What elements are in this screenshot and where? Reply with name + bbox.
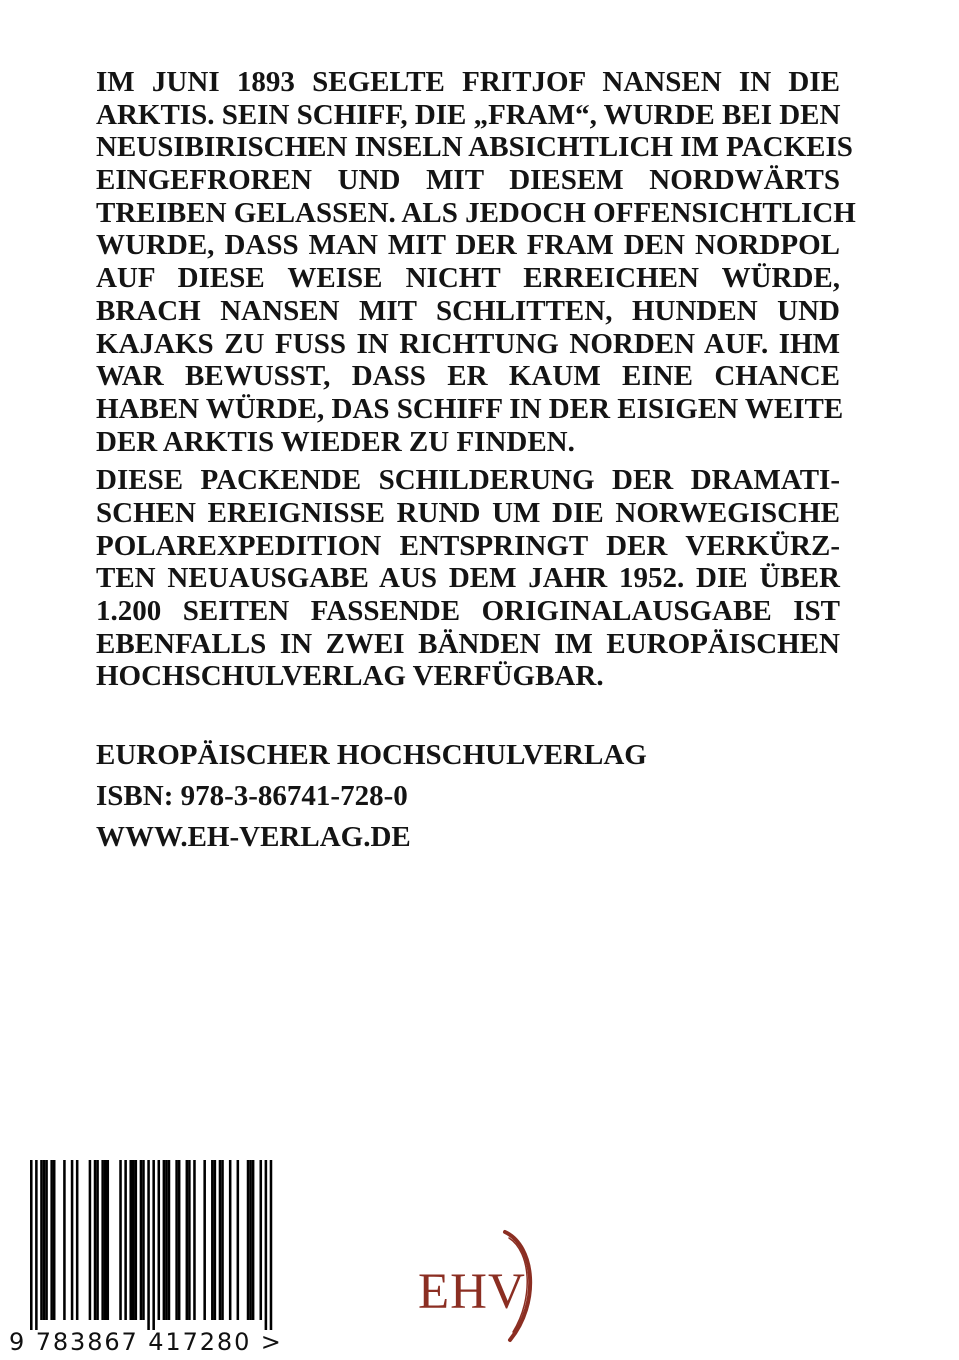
barcode-bar bbox=[270, 1160, 273, 1330]
blurb-line: HABEN WÜRDE, DAS SCHIFF IN DER EISIGEN WEITE bbox=[96, 392, 844, 425]
barcode-bar bbox=[219, 1160, 222, 1320]
logo-wordmark: EHV bbox=[418, 1264, 526, 1320]
barcode-bar bbox=[76, 1160, 79, 1320]
back-cover-blurb bbox=[96, 66, 856, 693]
barcode-bar bbox=[107, 1160, 110, 1320]
barcode-bar bbox=[249, 1160, 252, 1320]
blurb-line: KAJAKS ZU FUSS IN RICHTUNG NORDEN AUF. IHM bbox=[96, 327, 840, 360]
blurb-line: WAR BEWUSST, DASS ER KAUM EINE CHANCE bbox=[96, 360, 840, 393]
barcode-bars bbox=[0, 1160, 290, 1330]
blurb-line: 1.200 SEITEN FASSENDE ORIGINALAUSGABE IST bbox=[96, 595, 840, 627]
barcode-bar bbox=[165, 1160, 168, 1320]
barcode-bar bbox=[186, 1160, 189, 1320]
barcode-bar bbox=[152, 1160, 155, 1330]
barcode-bar bbox=[237, 1160, 240, 1320]
barcode-bar bbox=[124, 1160, 127, 1320]
barcode-bar bbox=[265, 1160, 268, 1330]
blurb-line: HOCHSCHULVERLAG VERFÜGBAR. bbox=[96, 660, 604, 693]
blurb-line: POLAREXPEDITION ENTSPRINGT DER VERKÜRZ- bbox=[96, 529, 840, 562]
barcode-bar bbox=[188, 1160, 191, 1320]
barcode-bar bbox=[203, 1160, 206, 1320]
blurb-line: EBENFALLS IN ZWEI BÄNDEN IM EUROPÄISCHEN bbox=[96, 627, 840, 660]
barcode-bar bbox=[45, 1160, 48, 1320]
barcode-bar bbox=[147, 1160, 150, 1330]
barcode-bar bbox=[40, 1160, 43, 1320]
barcode-bar bbox=[129, 1160, 132, 1320]
barcode-bar bbox=[252, 1160, 255, 1320]
blurb-line: IM JUNI 1893 SEGELTE FRITJOF NANSEN IN DIE bbox=[96, 66, 840, 98]
blurb-paragraph-1 bbox=[96, 66, 856, 458]
barcode-bar bbox=[63, 1160, 66, 1320]
barcode-bar bbox=[158, 1160, 161, 1320]
barcode-bar bbox=[178, 1160, 181, 1320]
barcode-bar bbox=[132, 1160, 135, 1320]
barcode-bar bbox=[140, 1160, 143, 1320]
blurb-line: AUF DIESE WEISE NICHT ERREICHEN WÜRDE, bbox=[96, 262, 840, 295]
barcode-bar bbox=[35, 1160, 38, 1330]
barcode-bar bbox=[214, 1160, 217, 1320]
barcode-bar bbox=[43, 1160, 46, 1320]
barcode-bar bbox=[211, 1160, 214, 1320]
barcode-bar bbox=[50, 1160, 53, 1320]
barcode-bar bbox=[104, 1160, 107, 1320]
blurb-line: ARKTIS. SEIN SCHIFF, DIE „FRAM“, WURDE BEI DEN bbox=[96, 98, 841, 131]
barcode-bar bbox=[260, 1160, 263, 1320]
barcode-digits: 9 783867 417280 > bbox=[9, 1328, 283, 1356]
barcode-bar bbox=[53, 1160, 56, 1320]
barcode-bar bbox=[247, 1160, 250, 1320]
barcode-bar bbox=[119, 1160, 122, 1320]
blurb-line: TEN NEUAUSGABE AUS DEM JAHR 1952. DIE ÜBER bbox=[96, 562, 840, 595]
blurb-line: NEUSIBIRISCHEN INSELN ABSICHTLICH IM PACKEIS bbox=[96, 131, 853, 164]
barcode-bar bbox=[101, 1160, 104, 1320]
barcode-bar bbox=[89, 1160, 92, 1320]
publisher-imprint bbox=[96, 738, 647, 861]
blurb-paragraph-2 bbox=[96, 464, 840, 693]
isbn-barcode bbox=[0, 1160, 290, 1360]
barcode-bar bbox=[229, 1160, 232, 1320]
isbn-number: ISBN: 978-3-86741-728-0 bbox=[96, 780, 408, 812]
blurb-line: TREIBEN GELASSEN. ALS JEDOCH OFFENSICHTLICH bbox=[96, 196, 856, 229]
barcode-bar bbox=[30, 1160, 33, 1330]
barcode-bar bbox=[163, 1160, 166, 1320]
ehv-logo bbox=[410, 1228, 550, 1348]
barcode-bar bbox=[193, 1160, 196, 1320]
barcode-bar bbox=[142, 1160, 145, 1320]
barcode-bar bbox=[96, 1160, 99, 1320]
barcode-bar bbox=[168, 1160, 171, 1320]
barcode-bar bbox=[71, 1160, 74, 1320]
publisher-website: WWW.EH-VERLAG.DE bbox=[96, 821, 411, 853]
blurb-line: WURDE, DASS MAN MIT DER FRAM DEN NORDPOL bbox=[96, 229, 840, 262]
publisher-name: EUROPÄISCHER HOCHSCHULVERLAG bbox=[96, 739, 647, 771]
blurb-line: EINGEFROREN UND MIT DIESEM NORDWÄRTS bbox=[96, 164, 840, 197]
barcode-bar bbox=[175, 1160, 178, 1320]
barcode-bar bbox=[221, 1160, 224, 1320]
barcode-bar bbox=[94, 1160, 97, 1320]
blurb-line: SCHEN EREIGNISSE RUND UM DIE NORWEGISCHE bbox=[96, 496, 840, 529]
barcode-bar bbox=[135, 1160, 138, 1320]
blurb-line: DIESE PACKENDE SCHILDERUNG DER DRAMATI- bbox=[96, 464, 840, 497]
blurb-line: BRACH NANSEN MIT SCHLITTEN, HUNDEN UND bbox=[96, 294, 840, 327]
blurb-line: DER ARKTIS WIEDER ZU FINDEN. bbox=[96, 425, 575, 458]
